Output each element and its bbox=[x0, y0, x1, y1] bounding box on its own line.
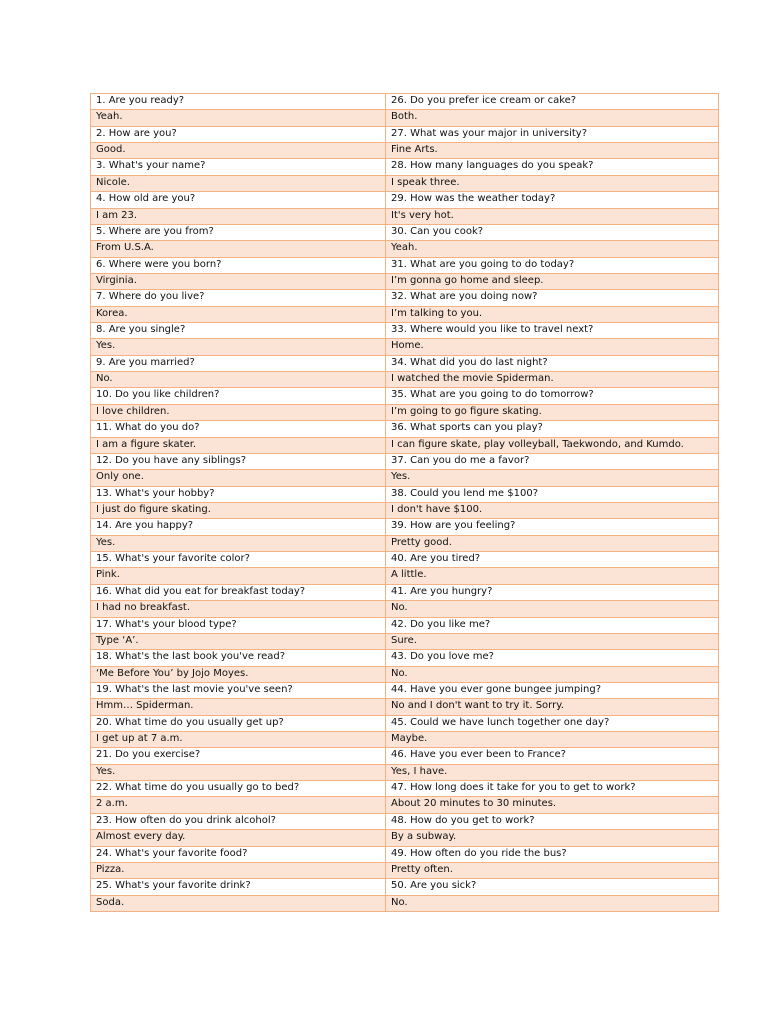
question-cell-right: 40. Are you tired? bbox=[386, 552, 719, 568]
question-cell-right: 37. Can you do me a favor? bbox=[386, 453, 719, 469]
question-cell-right: 38. Could you lend me $100? bbox=[386, 486, 719, 502]
answer-row bbox=[91, 633, 719, 649]
question-row bbox=[91, 224, 719, 240]
question-cell-left: 2. How are you? bbox=[91, 126, 386, 142]
answer-cell-right: Fine Arts. bbox=[386, 143, 719, 159]
question-row bbox=[91, 519, 719, 535]
question-cell-right: 31. What are you going to do today? bbox=[386, 257, 719, 273]
question-cell-left: 24. What's your favorite food? bbox=[91, 846, 386, 862]
answer-row bbox=[91, 830, 719, 846]
answer-cell-left: Yes. bbox=[91, 764, 386, 780]
question-cell-left: 9. Are you married? bbox=[91, 355, 386, 371]
answer-cell-left: Virginia. bbox=[91, 273, 386, 289]
answer-row bbox=[91, 470, 719, 486]
answer-row bbox=[91, 797, 719, 813]
question-cell-right: 46. Have you ever been to France? bbox=[386, 748, 719, 764]
question-cell-left: 14. Are you happy? bbox=[91, 519, 386, 535]
question-cell-left: 18. What's the last book you've read? bbox=[91, 650, 386, 666]
answer-row bbox=[91, 895, 719, 911]
answer-cell-left: From U.S.A. bbox=[91, 241, 386, 257]
question-cell-left: 11. What do you do? bbox=[91, 421, 386, 437]
answer-cell-left: Almost every day. bbox=[91, 830, 386, 846]
answer-row bbox=[91, 175, 719, 191]
question-row bbox=[91, 323, 719, 339]
question-cell-right: 29. How was the weather today? bbox=[386, 192, 719, 208]
question-row bbox=[91, 192, 719, 208]
question-row bbox=[91, 879, 719, 895]
question-row bbox=[91, 421, 719, 437]
answer-cell-left: I had no breakfast. bbox=[91, 601, 386, 617]
answer-cell-left: I am 23. bbox=[91, 208, 386, 224]
qa-table bbox=[90, 93, 719, 912]
question-row bbox=[91, 715, 719, 731]
question-row bbox=[91, 846, 719, 862]
answer-cell-left: Yeah. bbox=[91, 110, 386, 126]
question-cell-left: 17. What's your blood type? bbox=[91, 617, 386, 633]
answer-cell-right: Pretty good. bbox=[386, 535, 719, 551]
answer-row bbox=[91, 306, 719, 322]
question-cell-left: 6. Where were you born? bbox=[91, 257, 386, 273]
answer-cell-left: No. bbox=[91, 372, 386, 388]
answer-cell-left: 2 a.m. bbox=[91, 797, 386, 813]
question-cell-left: 19. What's the last movie you've seen? bbox=[91, 682, 386, 698]
answer-cell-right: Both. bbox=[386, 110, 719, 126]
question-cell-right: 34. What did you do last night? bbox=[386, 355, 719, 371]
answer-cell-right: No. bbox=[386, 601, 719, 617]
answer-row bbox=[91, 273, 719, 289]
question-cell-left: 25. What's your favorite drink? bbox=[91, 879, 386, 895]
answer-cell-right: No. bbox=[386, 666, 719, 682]
question-cell-right: 49. How often do you ride the bus? bbox=[386, 846, 719, 862]
answer-cell-right: It's very hot. bbox=[386, 208, 719, 224]
question-row bbox=[91, 813, 719, 829]
question-cell-left: 3. What's your name? bbox=[91, 159, 386, 175]
answer-cell-right: I’m going to go figure skating. bbox=[386, 404, 719, 420]
question-row bbox=[91, 355, 719, 371]
question-row bbox=[91, 257, 719, 273]
question-cell-left: 10. Do you like children? bbox=[91, 388, 386, 404]
answer-cell-right: Yes, I have. bbox=[386, 764, 719, 780]
question-row bbox=[91, 552, 719, 568]
question-cell-right: 48. How do you get to work? bbox=[386, 813, 719, 829]
question-cell-right: 47. How long does it take for you to get to work? bbox=[386, 781, 719, 797]
answer-cell-left: Soda. bbox=[91, 895, 386, 911]
question-cell-right: 32. What are you doing now? bbox=[386, 290, 719, 306]
answer-row bbox=[91, 666, 719, 682]
answer-row bbox=[91, 241, 719, 257]
answer-cell-right: About 20 minutes to 30 minutes. bbox=[386, 797, 719, 813]
question-cell-left: 12. Do you have any siblings? bbox=[91, 453, 386, 469]
question-cell-left: 8. Are you single? bbox=[91, 323, 386, 339]
answer-row bbox=[91, 502, 719, 518]
answer-cell-right: I’m gonna go home and sleep. bbox=[386, 273, 719, 289]
question-cell-right: 33. Where would you like to travel next? bbox=[386, 323, 719, 339]
question-cell-left: 5. Where are you from? bbox=[91, 224, 386, 240]
question-cell-right: 26. Do you prefer ice cream or cake? bbox=[386, 94, 719, 110]
answer-cell-left: I just do figure skating. bbox=[91, 502, 386, 518]
answer-cell-right: I watched the movie Spiderman. bbox=[386, 372, 719, 388]
answer-cell-right: Home. bbox=[386, 339, 719, 355]
answer-cell-left: Good. bbox=[91, 143, 386, 159]
question-cell-left: 7. Where do you live? bbox=[91, 290, 386, 306]
answer-cell-left: Korea. bbox=[91, 306, 386, 322]
question-cell-right: 41. Are you hungry? bbox=[386, 584, 719, 600]
answer-cell-right: A little. bbox=[386, 568, 719, 584]
answer-row bbox=[91, 143, 719, 159]
question-row bbox=[91, 159, 719, 175]
question-row bbox=[91, 682, 719, 698]
question-cell-right: 35. What are you going to do tomorrow? bbox=[386, 388, 719, 404]
question-cell-right: 27. What was your major in university? bbox=[386, 126, 719, 142]
question-row bbox=[91, 126, 719, 142]
question-cell-left: 21. Do you exercise? bbox=[91, 748, 386, 764]
answer-cell-right: Sure. bbox=[386, 633, 719, 649]
question-row bbox=[91, 650, 719, 666]
question-cell-left: 4. How old are you? bbox=[91, 192, 386, 208]
question-row bbox=[91, 617, 719, 633]
answer-cell-left: Hmm… Spiderman. bbox=[91, 699, 386, 715]
answer-cell-left: Yes. bbox=[91, 339, 386, 355]
qa-table-body bbox=[91, 94, 719, 912]
answer-row bbox=[91, 339, 719, 355]
answer-cell-left: I love children. bbox=[91, 404, 386, 420]
question-cell-right: 45. Could we have lunch together one day? bbox=[386, 715, 719, 731]
question-cell-right: 42. Do you like me? bbox=[386, 617, 719, 633]
answer-cell-right: No. bbox=[386, 895, 719, 911]
question-row bbox=[91, 94, 719, 110]
answer-cell-left: Pink. bbox=[91, 568, 386, 584]
answer-cell-left: Nicole. bbox=[91, 175, 386, 191]
question-cell-left: 13. What's your hobby? bbox=[91, 486, 386, 502]
answer-row bbox=[91, 437, 719, 453]
question-row bbox=[91, 748, 719, 764]
question-cell-right: 43. Do you love me? bbox=[386, 650, 719, 666]
answer-cell-right: Yes. bbox=[386, 470, 719, 486]
answer-cell-right: Pretty often. bbox=[386, 862, 719, 878]
question-row bbox=[91, 584, 719, 600]
question-cell-right: 28. How many languages do you speak? bbox=[386, 159, 719, 175]
answer-row bbox=[91, 732, 719, 748]
answer-cell-right: No and I don't want to try it. Sorry. bbox=[386, 699, 719, 715]
question-cell-right: 44. Have you ever gone bungee jumping? bbox=[386, 682, 719, 698]
answer-row bbox=[91, 535, 719, 551]
question-cell-left: 15. What's your favorite color? bbox=[91, 552, 386, 568]
answer-cell-left: Type ‘A’. bbox=[91, 633, 386, 649]
answer-row bbox=[91, 862, 719, 878]
answer-cell-left: Yes. bbox=[91, 535, 386, 551]
answer-row bbox=[91, 110, 719, 126]
question-row bbox=[91, 453, 719, 469]
answer-cell-right: I don't have $100. bbox=[386, 502, 719, 518]
answer-row bbox=[91, 601, 719, 617]
question-row bbox=[91, 290, 719, 306]
answer-row bbox=[91, 568, 719, 584]
answer-cell-right: Yeah. bbox=[386, 241, 719, 257]
answer-cell-right: I’m talking to you. bbox=[386, 306, 719, 322]
answer-cell-right: I can figure skate, play volleyball, Taekwondo, and Kumdo. bbox=[386, 437, 719, 453]
question-cell-right: 36. What sports can you play? bbox=[386, 421, 719, 437]
answer-cell-left: I get up at 7 a.m. bbox=[91, 732, 386, 748]
question-cell-right: 39. How are you feeling? bbox=[386, 519, 719, 535]
question-cell-left: 20. What time do you usually get up? bbox=[91, 715, 386, 731]
answer-row bbox=[91, 699, 719, 715]
answer-cell-right: Maybe. bbox=[386, 732, 719, 748]
question-cell-left: 16. What did you eat for breakfast today? bbox=[91, 584, 386, 600]
answer-cell-right: By a subway. bbox=[386, 830, 719, 846]
question-row bbox=[91, 781, 719, 797]
question-cell-right: 30. Can you cook? bbox=[386, 224, 719, 240]
answer-row bbox=[91, 208, 719, 224]
question-row bbox=[91, 388, 719, 404]
question-row bbox=[91, 486, 719, 502]
answer-cell-left: ‘Me Before You’ by Jojo Moyes. bbox=[91, 666, 386, 682]
question-cell-right: 50. Are you sick? bbox=[386, 879, 719, 895]
answer-cell-left: Pizza. bbox=[91, 862, 386, 878]
answer-cell-left: I am a figure skater. bbox=[91, 437, 386, 453]
answer-cell-left: Only one. bbox=[91, 470, 386, 486]
answer-row bbox=[91, 404, 719, 420]
question-cell-left: 23. How often do you drink alcohol? bbox=[91, 813, 386, 829]
question-cell-left: 22. What time do you usually go to bed? bbox=[91, 781, 386, 797]
answer-row bbox=[91, 372, 719, 388]
answer-cell-right: I speak three. bbox=[386, 175, 719, 191]
answer-row bbox=[91, 764, 719, 780]
question-cell-left: 1. Are you ready? bbox=[91, 94, 386, 110]
